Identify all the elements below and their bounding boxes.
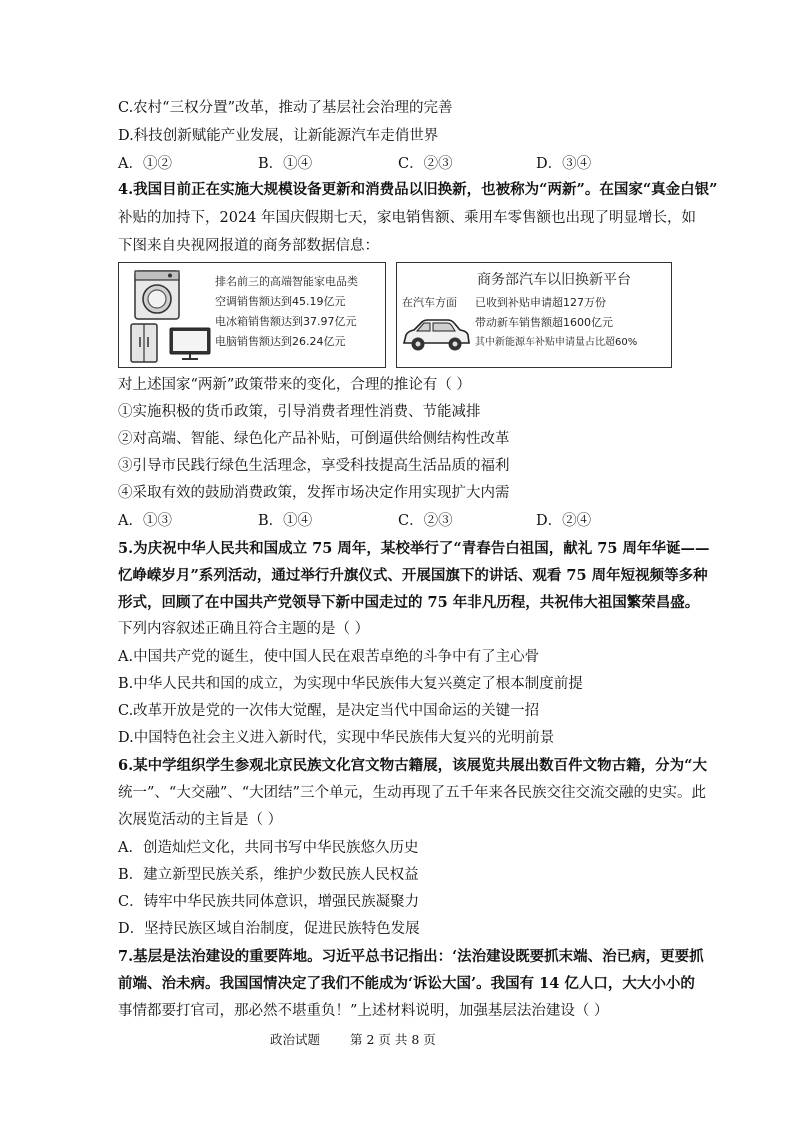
q4-answer-c: C．②③ [398,513,453,529]
car-icon [400,315,472,359]
q6-stem-line-1: 6.某中学组织学生参观北京民族文化宫文物古籍展，该展览共展出数百件文物古籍，分为“大 [118,757,707,774]
q3-answer-d: D．③④ [536,156,592,172]
q5-option-c: C.改革开放是党的一次伟大觉醒，是决定当代中国命运的关键一招 [118,703,540,719]
monitor-icon [169,327,211,365]
q6-stem-line-2: 统一”、“大交融”、“大团结”三个单元，生动再现了五千年来各民族交往交流交融的史实。此 [118,785,707,801]
footer-subject: 政治试题 [270,1032,321,1047]
q6-option-b: B．建立新型民族关系，维护少数民族人民权益 [118,867,419,883]
q4-item-2: ②对高端、智能、绿色化产品补贴，可倒逼供给侧结构性改革 [118,431,510,447]
q7-stem-line-3: 事情都要打官司，那必然不堪重负！”上述材料说明，加强基层法治建设（ ） [118,1003,609,1019]
q5-option-a: A.中国共产党的诞生，使中国人民在艰苦卓绝的斗争中有了主心骨 [118,649,540,665]
q4-item-3: ③引导市民践行绿色生活理念，享受科技提高生活品质的福利 [118,458,510,474]
q5-stem-line-3: 形式，回顾了在中国共产党领导下新中国走过的 75 年非凡历程，共祝伟大祖国繁荣昌盛。 [118,594,700,611]
q5-stem-line-2: 忆峥嵘岁月”系列活动，通过举行升旗仪式、开展国旗下的讲话、观看 75 周年短视频等多种 [118,567,708,584]
appliance-box-line-2: 空调销售额达到45.19亿元 [215,295,346,308]
q4-answer-a: A．①③ [118,513,172,529]
q3-option-d: D.科技创新赋能产业发展，让新能源汽车走俏世界 [118,128,439,144]
q4-item-1: ①实施积极的货币政策，引导消费者理性消费、节能减排 [118,404,481,420]
appliance-box-line-3: 电冰箱销售额达到37.97亿元 [215,315,357,328]
car-box-line-1: 已收到补贴申请超127万份 [475,296,606,309]
car-box-line-2: 带动新车销售额超1600亿元 [475,316,613,329]
q5-stem-line-1: 5.为庆祝中华人民共和国成立 75 周年，某校举行了“青春告白祖国，献礼 75 周年华诞—— [118,540,710,557]
car-box-side-label: 在汽车方面 [402,296,457,309]
page-footer [270,1030,436,1048]
q3-answer-b: B．①④ [258,156,313,172]
q3-option-c: C.农村“三权分置”改革，推动了基层社会治理的完善 [118,100,453,116]
q4-stem-line-1: 4.我国目前正在实施大规模设备更新和消费品以旧换新，也被称为“两新”。在国家“真金白银” [118,181,718,198]
q5-option-d: D.中国特色社会主义进入新时代，实现中华民族伟大复兴的光明前景 [118,730,555,746]
q7-stem-line-1: 7.基层是法治建设的重要阵地。习近平总书记指出：‘法治建设既要抓末端、治已病，更要抓 [118,948,704,965]
q4-item-4: ④采取有效的鼓励消费政策，发挥市场决定作用实现扩大内需 [118,485,510,501]
car-box-line-3: 其中新能源车补贴申请量占比超60% [475,337,638,348]
appliance-box-line-4: 电脑销售额达到26.24亿元 [215,335,346,348]
car-box-title: 商务部汽车以旧换新平台 [477,272,631,288]
appliance-sales-box [118,262,386,368]
q6-option-a: A．创造灿烂文化，共同书写中华民族悠久历史 [118,840,419,856]
refrigerator-icon [129,323,159,367]
q4-answer-b: B．①④ [258,513,313,529]
washing-machine-icon [133,269,181,325]
q7-stem-line-2: 前端、治未病。我国国情决定了我们不能成为‘诉讼大国’。我国有 14 亿人口，大大小小的 [118,975,695,992]
appliance-box-line-1: 排名前三的高端智能家电品类 [215,275,358,288]
q3-answer-a: A．①② [118,156,172,172]
q6-option-c: C．铸牢中华民族共同体意识，增强民族凝聚力 [118,894,420,910]
q5-option-b: B.中华人民共和国的成立，为实现中华民族伟大复兴奠定了根本制度前提 [118,676,583,692]
footer-page-number: 第 2 页 共 8 页 [349,1032,436,1047]
q3-answer-c: C．②③ [398,156,453,172]
q4-stem-line-2: 补贴的加持下，2024 年国庆假期七天，家电销售额、乘用车零售额也出现了明显增长，如 [118,210,697,226]
q4-answer-d: D．②④ [536,513,592,529]
car-tradein-box [396,262,672,368]
q4-question: 对上述国家“两新”政策带来的变化，合理的推论有（ ） [118,377,471,393]
q6-stem-line-3: 次展览活动的主旨是（ ） [118,812,283,828]
q6-option-d: D．坚持民族区域自治制度，促进民族特色发展 [118,921,420,937]
q5-question: 下列内容叙述正确且符合主题的是（ ） [118,621,370,637]
q4-stem-line-3: 下图来自央视网报道的商务部数据信息： [118,238,379,254]
